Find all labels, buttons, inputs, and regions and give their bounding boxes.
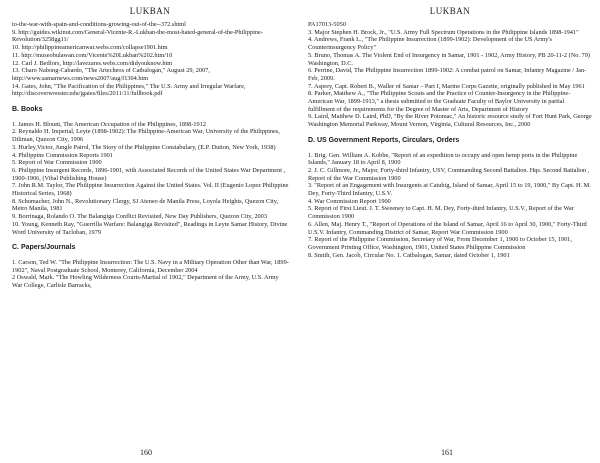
paper-entry: 5. Bruno, Thomas A. The Violent End of Insurgency in Samar, 1901 - 1902, Army History, PB 20-11-2 (No. 79) Washington, D.C. bbox=[308, 51, 590, 67]
paper-entry: 7. Asprey, Capt. Robert B., Waller of Samar – Part I, Marine Corps Gazette, originally published in May 1961 bbox=[308, 82, 585, 90]
web-source: 10. http://philippineamericanwar.webs.com/collapse1901.htm bbox=[12, 44, 168, 52]
page-number: 161 bbox=[441, 448, 453, 457]
book-entry: 2. Reynaldo H. Imperial, Leyte (1898-1902): The Philippine-American War, University of the Philippines, Diliman, Quezon City, 1996 bbox=[12, 128, 280, 144]
gov-report-entry: 5. Report of First Lieut. J. T. Sweeney to Capt. H. M. Dey, Forty-third Infantry, U.S.V., Report of the War Commission 1900 bbox=[308, 205, 574, 221]
web-source: 13. Charo Nabong-Cabardo, "The Artecheos of Catbalogan," August 29, 2007, http://www.samarnews.com/news2007/aug/f1304.htm bbox=[12, 67, 210, 82]
web-source: 9. http://guides.wikinut.com/General-Vicente-R.-Lukban-the-most-hated-general-of-the-Philippine-Revolution/3258gg11/ bbox=[12, 28, 263, 44]
gov-report-entry: 3. "Report of an Engagement with Insurgents at Catubig, Island of Samar, April 15 to 19, 1900," By Capt. H. M. Dey, Forty-Third Infantry, U.S.V. bbox=[308, 182, 591, 198]
section-heading-papers: C. Papers/Journals bbox=[12, 244, 76, 252]
web-source: 14. Gates, John, "The Pacification of the Philippines," The U.S. Army and Irregular Warfare, http://discoverwooster.edu/jgates/files/2011/11/fullbook.pdf bbox=[12, 82, 246, 98]
section-heading-books: B. Books bbox=[12, 106, 43, 114]
paper-entry: 2 Oswald, Mark. "The Howling Wilderness Courts-Martial of 1902," Department of the Army, U.S. Army War College, Carlisle Barracks, bbox=[12, 274, 279, 290]
section-heading-gov-reports: D. US Government Reports, Circulars, Orders bbox=[308, 136, 460, 144]
running-header: LUKBAN bbox=[129, 6, 171, 16]
right-page bbox=[300, 0, 600, 463]
book-entry: 4. Philippine Commission Reports 1901 bbox=[12, 151, 113, 159]
book-entry: 10. Young, Kenneth Ray, "Guerrilla Warfare: Balangiga Revisited", Readings in Leyte Samar History, Divine Word University of Tacloban, 1979 bbox=[12, 220, 288, 236]
gov-report-entry: 8. Smith, Gen. Jacob, Circular No. 1. Catbalogan, Samar, dated October 1, 1901 bbox=[308, 251, 510, 259]
web-source: to-the-war-with-spain-and-conditions-growing-out-of-the--372.shtml bbox=[12, 21, 186, 28]
page-number: 160 bbox=[140, 448, 152, 457]
book-entry: 9. Borrinaga, Rolando O. The Balangiga Conflict Revisited, New Day Publishers, Quezon City, 2003 bbox=[12, 213, 267, 221]
paper-entry: PA17013-5050 bbox=[308, 21, 346, 28]
gov-report-entry: 2. J. C. Gillmore, Jr., Major, Forty-third Infantry, USV, Commanding Second Battalion. Hqs. Second Battalion , Report of the War Commission 1900 bbox=[308, 166, 590, 182]
paper-entry: 9. Laird, Matthew D. Laird, PhD, "By the River Potomac," An historic resource study of Fort Hunt Park, George Washington Memorial Parkway, Mount Vernon, Virginia, Cultural Resources, Inc., 2000 bbox=[308, 113, 592, 129]
gov-report-entry: 6. Allen, Maj. Henry T., "Report of Operations of the Island of Samar, April 16 to April 30, 1900," Forty-Third U.S.V. Infantry, Commanding District of Samar, Report War Commission 1900 bbox=[308, 220, 587, 236]
book-entry: 8. Schumacher, John N., Revolutionary Clergy, SJ Ateneo de Manila Press, Loyola Heights, Quezon City, Metro Manila, 1981 bbox=[12, 197, 279, 213]
gov-report-entry: 4. War Commission Report 1900 bbox=[308, 197, 391, 205]
paper-entry: 8. Parker, Matthew A., "The Philippine Scouts and the Practice of Counter-Insurgency in the Philippine-American War, 1899-1913," a thesis submitted to the Graduate Faculty of Baylor University in partial fulfillment of the requirements for the Degree of Master of Arts, Department of History bbox=[308, 90, 571, 113]
book-entry: 7. John R.M. Taylor, The Philippine Insurrection Against the United States. Vol. II (Eugenio Lopez Philippine Historical Series, 1968) bbox=[12, 182, 289, 198]
book-entry: 5. Report of War Commission 1900 bbox=[12, 159, 102, 167]
paper-entry: 1. Carson, Ted W. "The Philippine Insurrection: The U.S. Navy in a Military Operation Other than War, 1899-1902", Naval Postgraduate School, Monterey, California, December 2004 bbox=[12, 258, 289, 274]
running-header: LUKBAN bbox=[429, 6, 471, 16]
book-entry: 6. Philippine Insurgent Records, 1896-1901, with Associated Records of the United States War Department , 1900-1906, (Vibal Publishing House) bbox=[12, 166, 286, 182]
paper-entry: 3. Major Stephen H. Brock, Jr., "U.S. Army Full Spectrum Operations in the Philippine Islands 1898-1941" bbox=[308, 28, 579, 36]
web-source: 11. http://museobulawan.com/Vicente%20Lukban%202.htm/10 bbox=[12, 51, 173, 59]
gov-report-entry: 1. Brig. Gen. William A. Kobbe, "Report of an expedition to occupy and open hemp ports in the Philippine Islands," January 18 to April 8, 1900 bbox=[308, 151, 578, 167]
book-entry: 1. James H. Blount, The American Occupation of the Philippines, 1898-1912 bbox=[12, 120, 207, 128]
web-source: 12. Carl J. Bedfors, http://lavezares.webs.com/didyouknow.htm bbox=[12, 59, 173, 67]
left-text-column bbox=[12, 21, 290, 290]
paper-entry: 4. Andrews, Frank L., "The Philippine Insurrection (1899-1902): Development of the US Army's Counterinsurgency Policy" bbox=[308, 36, 552, 52]
gov-report-entry: 7. Report of the Philippine Commission, Secretary of War, From December 1, 1900 to October 15, 1901, Government Printing Office, Washington, 1901, United States Philippine Commission bbox=[308, 236, 572, 251]
paper-entry: 6. Perrine, David, The Philippine Insurrection 1899-1902: A combat patrol on Samar, Infantry Magazine / Jan-Feb, 2009. bbox=[308, 67, 587, 82]
right-text-column bbox=[308, 21, 592, 259]
book-entry: 3. Hurley,Victor, Jungle Patrol, The Story of the Philippine Constabulary, (E.P. Dutton, New York, 1938) bbox=[12, 143, 276, 151]
